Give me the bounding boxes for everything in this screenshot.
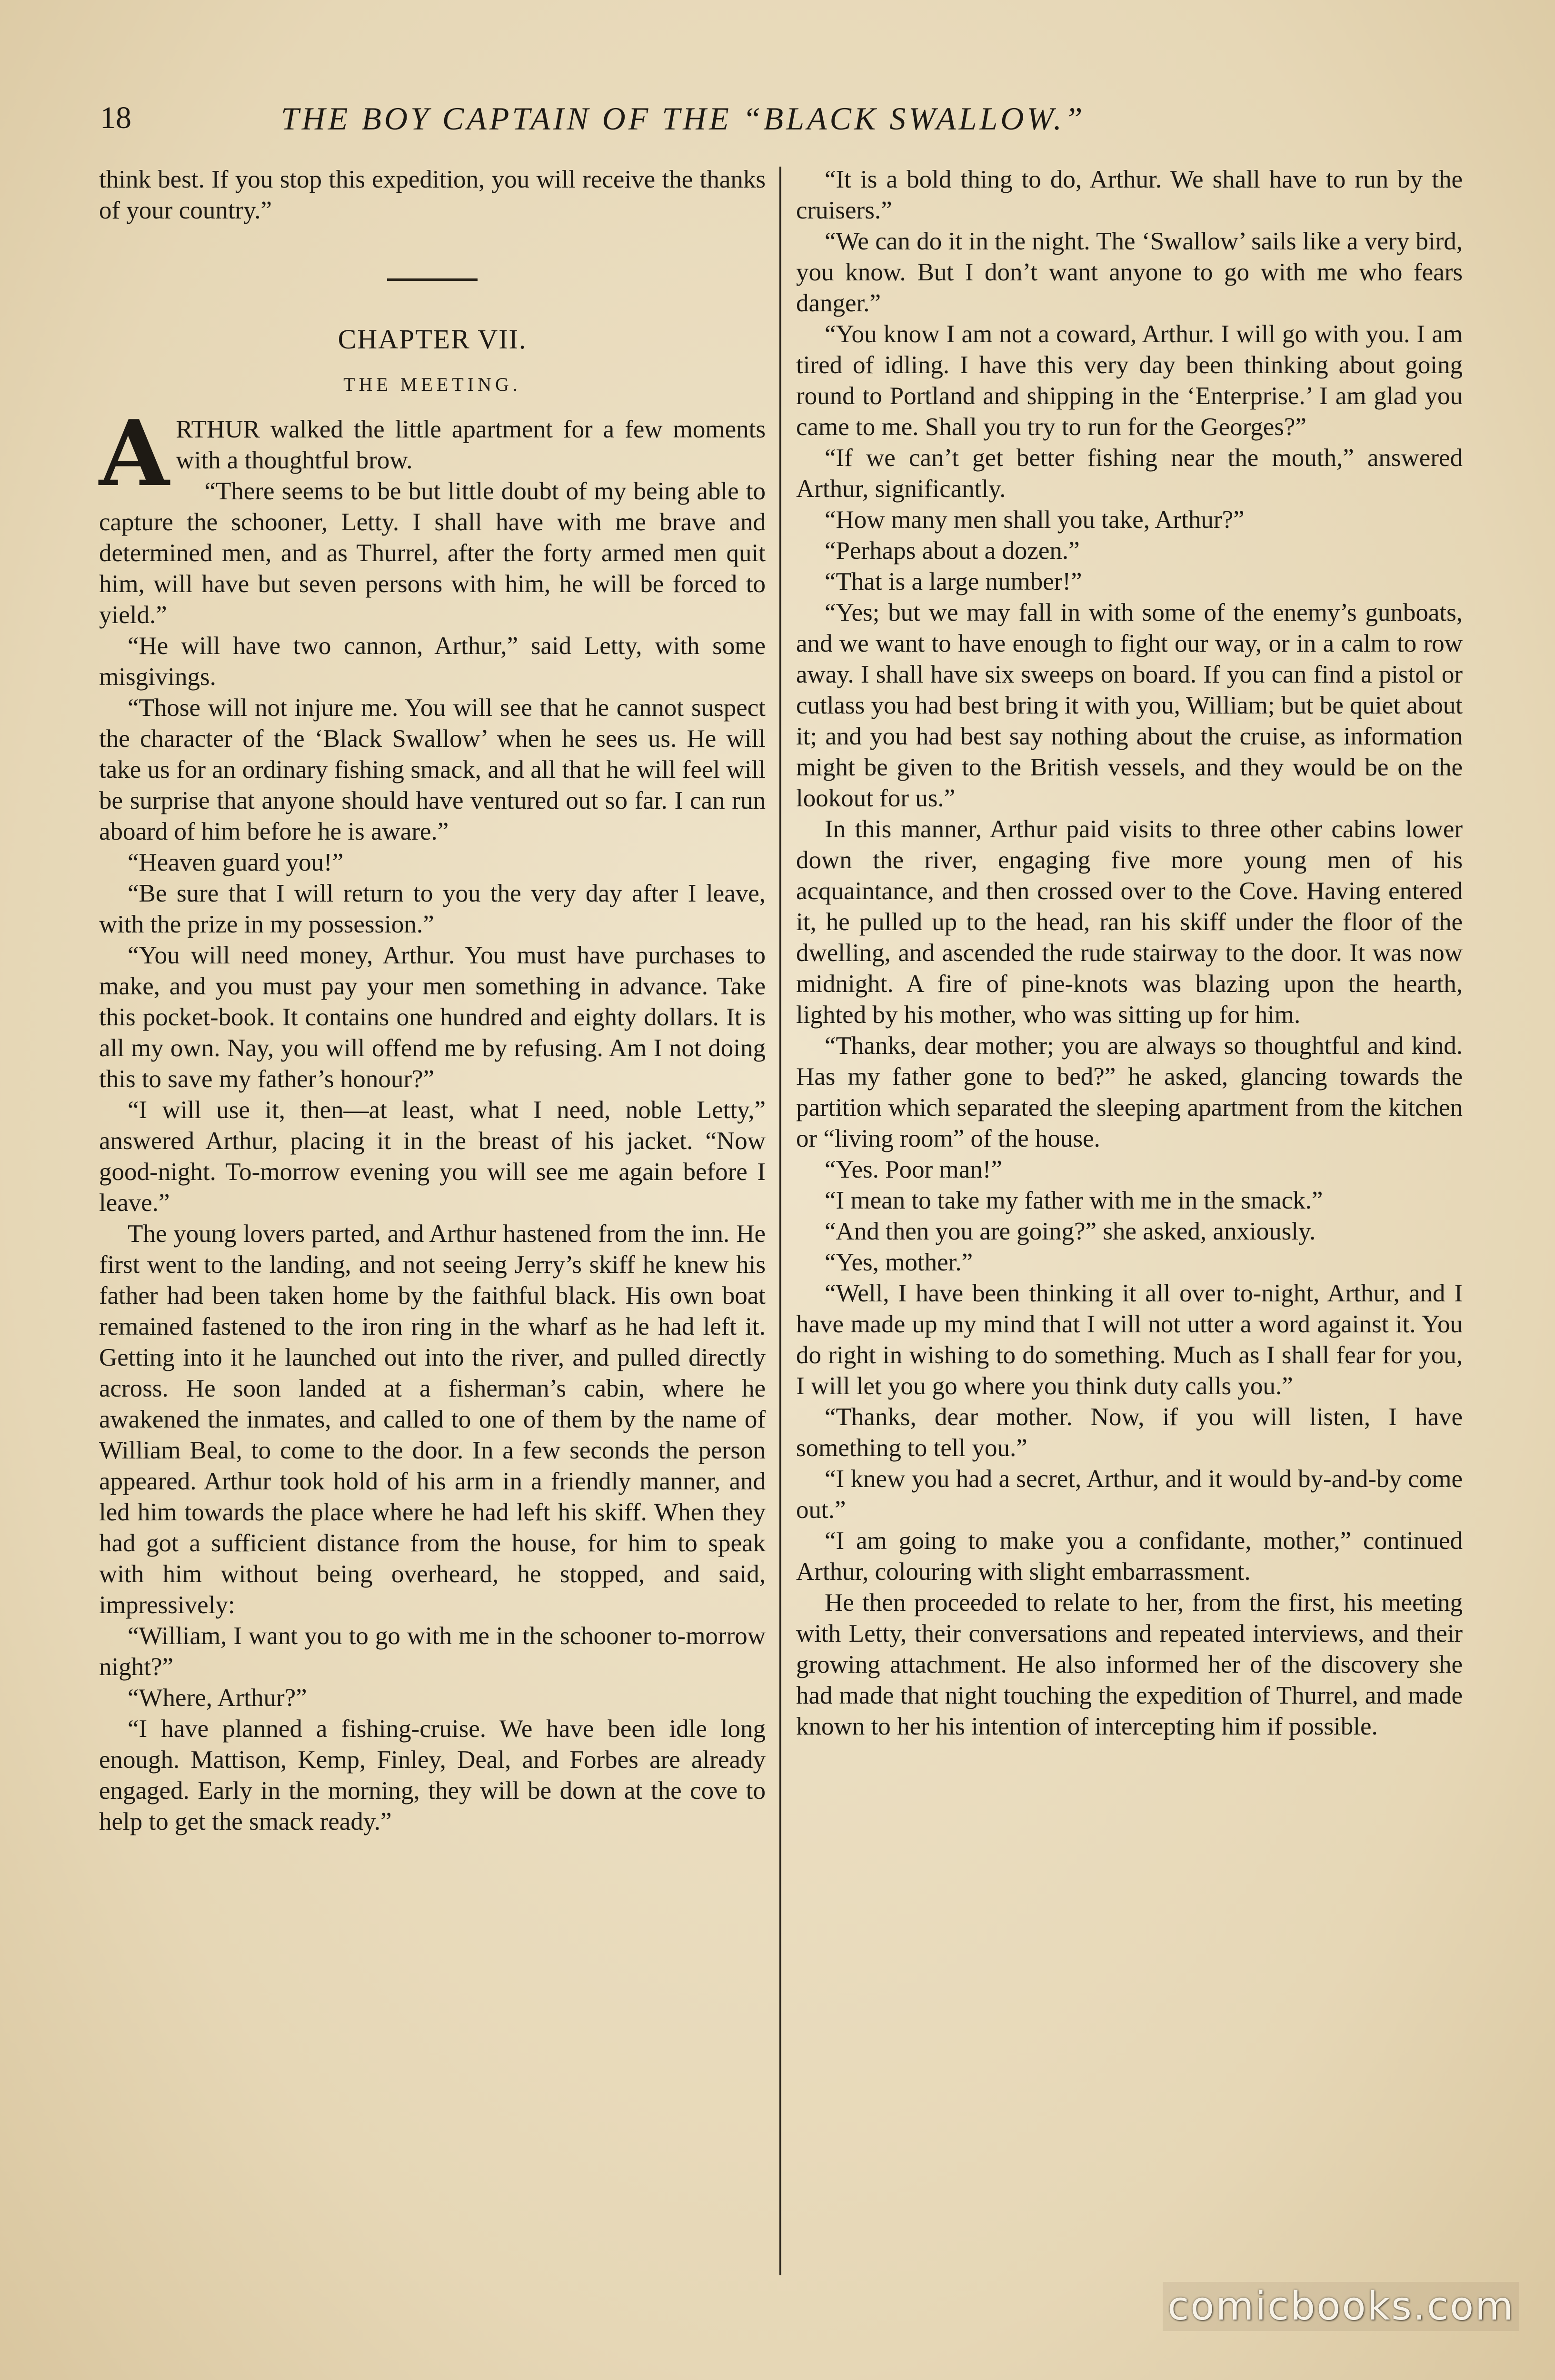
- drop-cap: A: [99, 400, 169, 506]
- paragraph: “How many men shall you take, Arthur?”: [825, 506, 1245, 534]
- paragraph: “Well, I have been thinking it all over to-night, Arthur, and I have made up my mind that I will not utter a word against it. You do right in wishing to do something. Much as I shall fear for you, I will let you go where you think duty calls you.”: [796, 1279, 1463, 1400]
- paragraph: “Those will not injure me. You will see that he cannot suspect the character of the ‘Black Swallow’ when he sees us. He will take us for an ordinary fishing smack, and all that he will feel will be surprise that anyone should have ventured out so far. I can run aboard of him before he is aware.”: [99, 694, 766, 845]
- paragraph: “I am going to make you a confidante, mother,” continued Arthur, colouring with slight embarrassment.: [796, 1527, 1463, 1586]
- paragraph: “Thanks, dear mother. Now, if you will listen, I have something to tell you.”: [796, 1403, 1463, 1462]
- paragraph: “I will use it, then—at least, what I need, noble Letty,” answered Arthur, placing it in the breast of his jacket. “Now good-night. To-morrow evening you will see me again before I leave.”: [99, 1096, 766, 1217]
- paragraph: “Perhaps about a dozen.”: [825, 537, 1080, 565]
- paragraph: “That is a large number!”: [825, 568, 1082, 595]
- paragraph: “William, I want you to go with me in the schooner to-morrow night?”: [99, 1622, 766, 1681]
- paragraph: “You will need money, Arthur. You must have purchases to make, and you must pay your men something in advance. Take this pocket-book. It contains one hundred and eighty dollars. It is all my own. Nay, you will offend me by refusing. Am I not doing this to save my father’s honour?”: [99, 942, 766, 1093]
- first-paragraph: [99, 400, 766, 506]
- paragraph: “I have planned a fishing-cruise. We have been idle long enough. Mattison, Kemp, Finley, Deal, and Forbes are already engaged. Early in the morning, they will be down at the cove to help to get the smack ready.”: [99, 1715, 766, 1835]
- paragraph: “Yes; but we may fall in with some of the enemy’s gunboats, and we want to have enough to fight our way, or in a calm to row away. I shall have six sweeps on board. If you can find a pistol or cutlass you had best bring it with you, William; but be quiet about it; and you had best say nothing about the cruise, as information might be given to the British vessels, and they would be on the lookout for us.”: [796, 599, 1463, 812]
- paragraph: “We can do it in the night. The ‘Swallow’ sails like a very bird, you know. But I don’t want anyone to go with me who fears danger.”: [796, 228, 1463, 317]
- right-column: [796, 164, 1463, 1742]
- section-divider: [387, 278, 478, 281]
- paragraph: “I mean to take my father with me in the smack.”: [825, 1187, 1323, 1214]
- paragraph: “If we can’t get better fishing near the mouth,” answered Arthur, significantly.: [796, 444, 1463, 503]
- page-number: 18: [100, 100, 131, 135]
- paragraph: In this manner, Arthur paid visits to three other cabins lower down the river, engaging five more young men of his acquaintance, and then crossed over to the Cove. Having entered it, he pulled up to the head, ran his skiff under the floor of the dwelling, and ascended the rude stairway to the door. It was now midnight. A fire of pine-knots was blazing upon the hearth, lighted by his mother, who was sitting up for him.: [796, 815, 1463, 1029]
- running-title: THE BOY CAPTAIN OF THE “BLACK SWALLOW.”: [281, 100, 1086, 137]
- paragraph: The young lovers parted, and Arthur hastened from the inn. He first went to the landing, and not seeing Jerry’s skiff he knew his father had been taken home by the faithful black. His own boat remained fastened to the iron ring in the wharf as he had left it. Getting into it he launched out into the river, and pulled directly across. He soon landed at a fisherman’s cabin, where he awakened the inmates, and called to one of them by the name of William Beal, to come to the door. In a few seconds the person appeared. Arthur took hold of his arm in a friendly manner, and led him towards the place where he had left his skiff. When they had got a sufficient distance from the house, for him to speak with him without being overheard, he stopped, and said, impressively:: [99, 1220, 766, 1619]
- first-paragraph-text: RTHUR walked the little apartment for a few moments with a thoughtful brow.: [176, 416, 766, 474]
- paragraph: “Be sure that I will return to you the very day after I leave, with the prize in my possession.”: [99, 880, 766, 938]
- paragraph: “There seems to be but little doubt of my being able to capture the schooner, Letty. I shall have with me brave and determined men, and as Thurrel, after the forty armed men quit him, will have but seven persons with him, he will be forced to yield.”: [99, 477, 766, 629]
- paragraph: “You know I am not a coward, Arthur. I will go with you. I am tired of idling. I have this very day been thinking about going round to Portland and shipping in the ‘Enterprise.’ I am glad you came to me. Shall you try to run for the Georges?”: [796, 320, 1463, 441]
- paragraph: He then proceeded to relate to her, from the first, his meeting with Letty, their conversations and repeated interviews, and their growing attachment. He also informed her of the discovery she had made that night touching the expedition of Thurrel, and made known to her his intention of intercepting him if possible.: [796, 1589, 1463, 1740]
- paragraph: “He will have two cannon, Arthur,” said Letty, with some misgivings.: [99, 632, 766, 691]
- paragraph: “And then you are going?” she asked, anxiously.: [825, 1218, 1316, 1245]
- chapter-subtitle: THE MEETING.: [343, 374, 521, 395]
- paragraph: “It is a bold thing to do, Arthur. We shall have to run by the cruisers.”: [796, 166, 1463, 224]
- paragraph: “Heaven guard you!”: [128, 849, 344, 876]
- paragraph: “Thanks, dear mother; you are always so thoughtful and kind. Has my father gone to bed?” he asked, glancing towards the partition which separated the sleeping apartment from the kitchen or “living room” of the house.: [796, 1032, 1463, 1152]
- paragraph: “I knew you had a secret, Arthur, and it would by-and-by come out.”: [796, 1465, 1463, 1524]
- paragraph: “Yes, mother.”: [825, 1249, 973, 1276]
- paragraph: “Yes. Poor man!”: [825, 1156, 1002, 1183]
- paragraph: “Where, Arthur?”: [128, 1684, 307, 1712]
- page-header: [100, 100, 1462, 143]
- column-divider: [779, 167, 781, 2275]
- opening-paragraph: think best. If you stop this expedition, you will receive the thanks of your country.”: [99, 166, 766, 224]
- left-column: [99, 164, 766, 1837]
- site-watermark: comicbooks.com: [1163, 2282, 1519, 2331]
- chapter-title: CHAPTER VII.: [338, 324, 527, 355]
